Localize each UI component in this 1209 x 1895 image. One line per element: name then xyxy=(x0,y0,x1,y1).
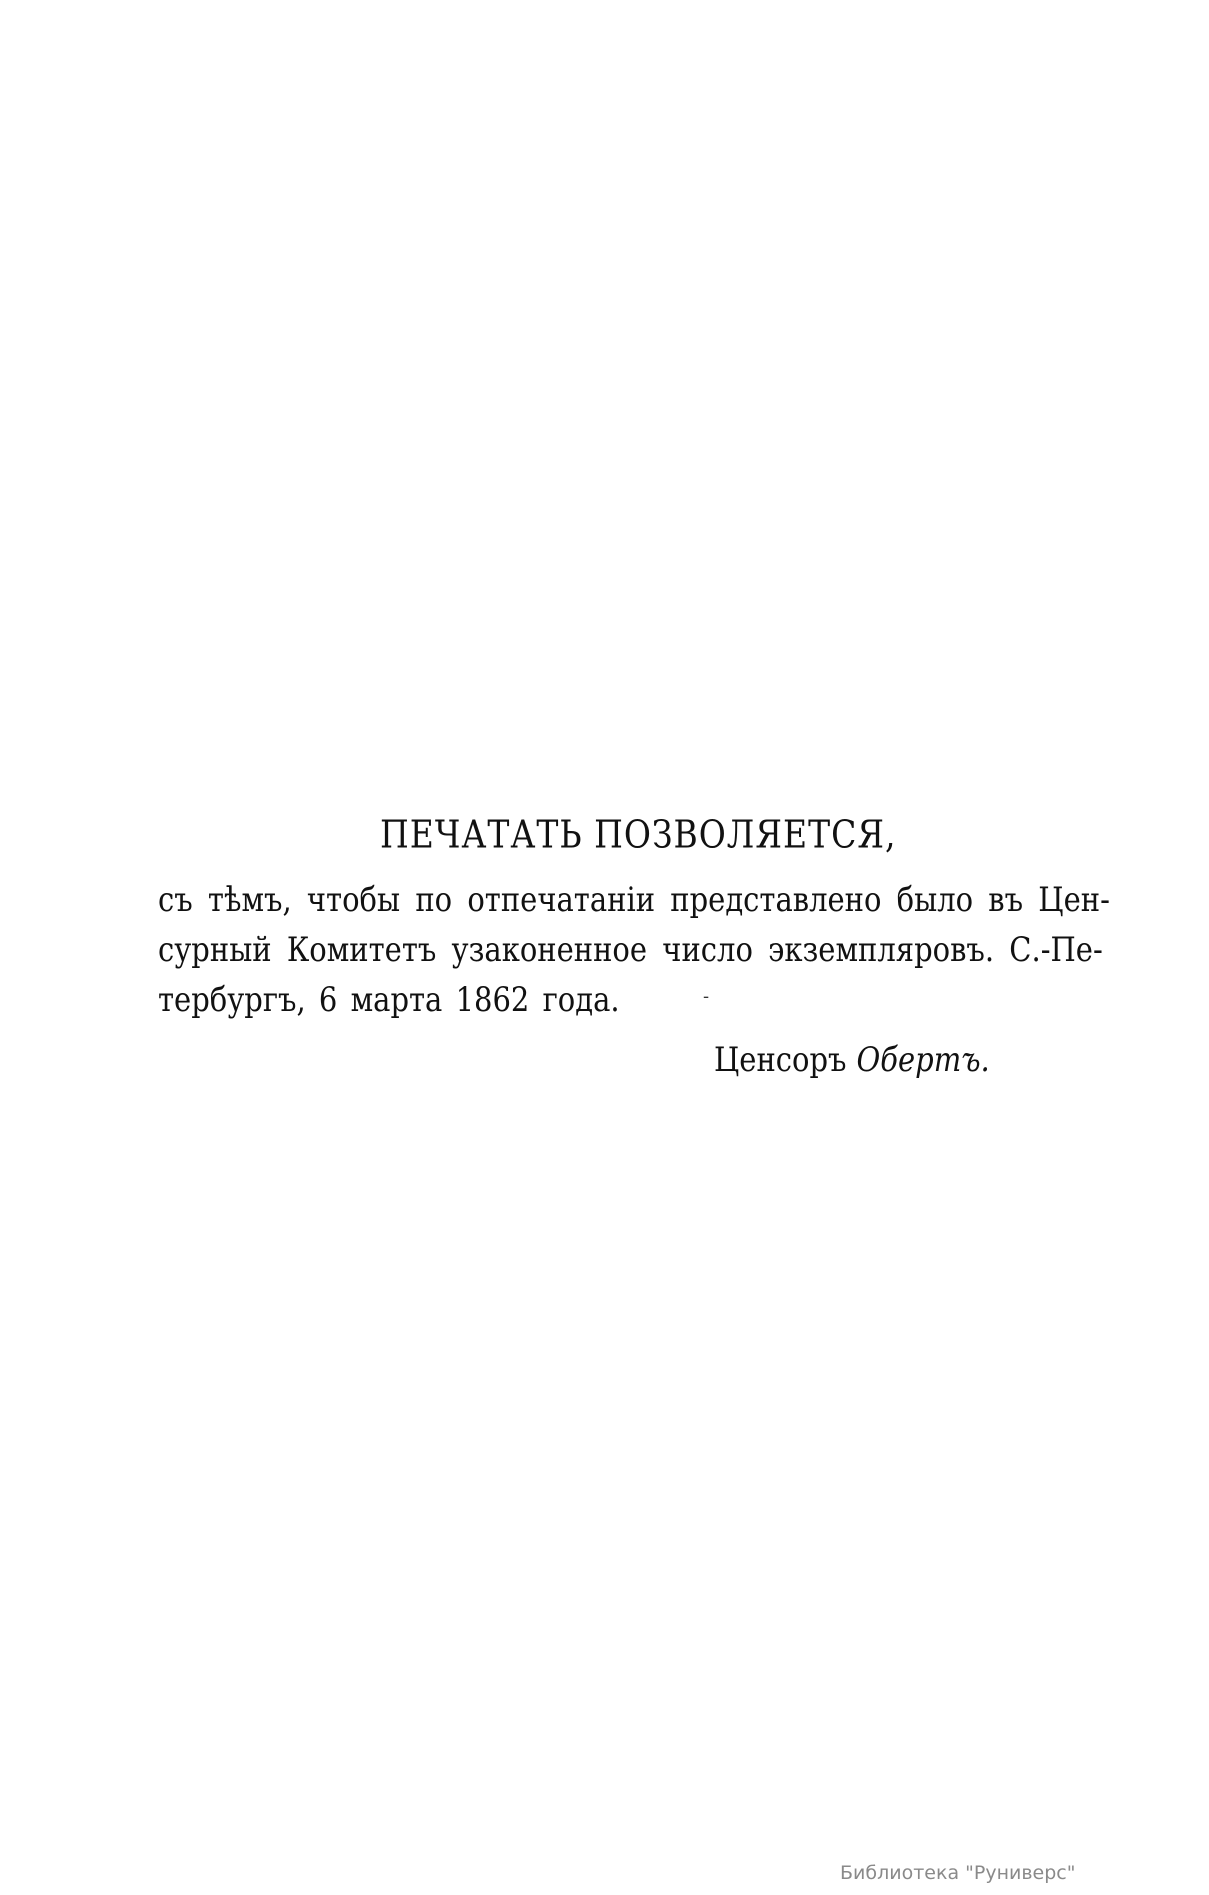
text-line-2: сурный Комитетъ узаконенное число экземпляровъ. С.-Пе- xyxy=(158,930,1103,970)
text-line-3: тербургъ, 6 марта 1862 года. xyxy=(158,980,620,1020)
library-watermark: Библиотека "Руниверс" xyxy=(840,1862,1076,1884)
censor-signature xyxy=(714,1040,990,1079)
censor-title: Ценсоръ xyxy=(714,1040,847,1080)
ink-mark: ‐ xyxy=(703,986,710,1007)
censor-name: Обертъ. xyxy=(856,1040,990,1080)
text-line-1: съ тѣмъ, чтобы по отпечатаніи представлено было въ Цен- xyxy=(158,880,1110,920)
censorship-heading: ПЕЧАТАТЬ ПОЗВОЛЯЕТСЯ, xyxy=(380,812,897,857)
